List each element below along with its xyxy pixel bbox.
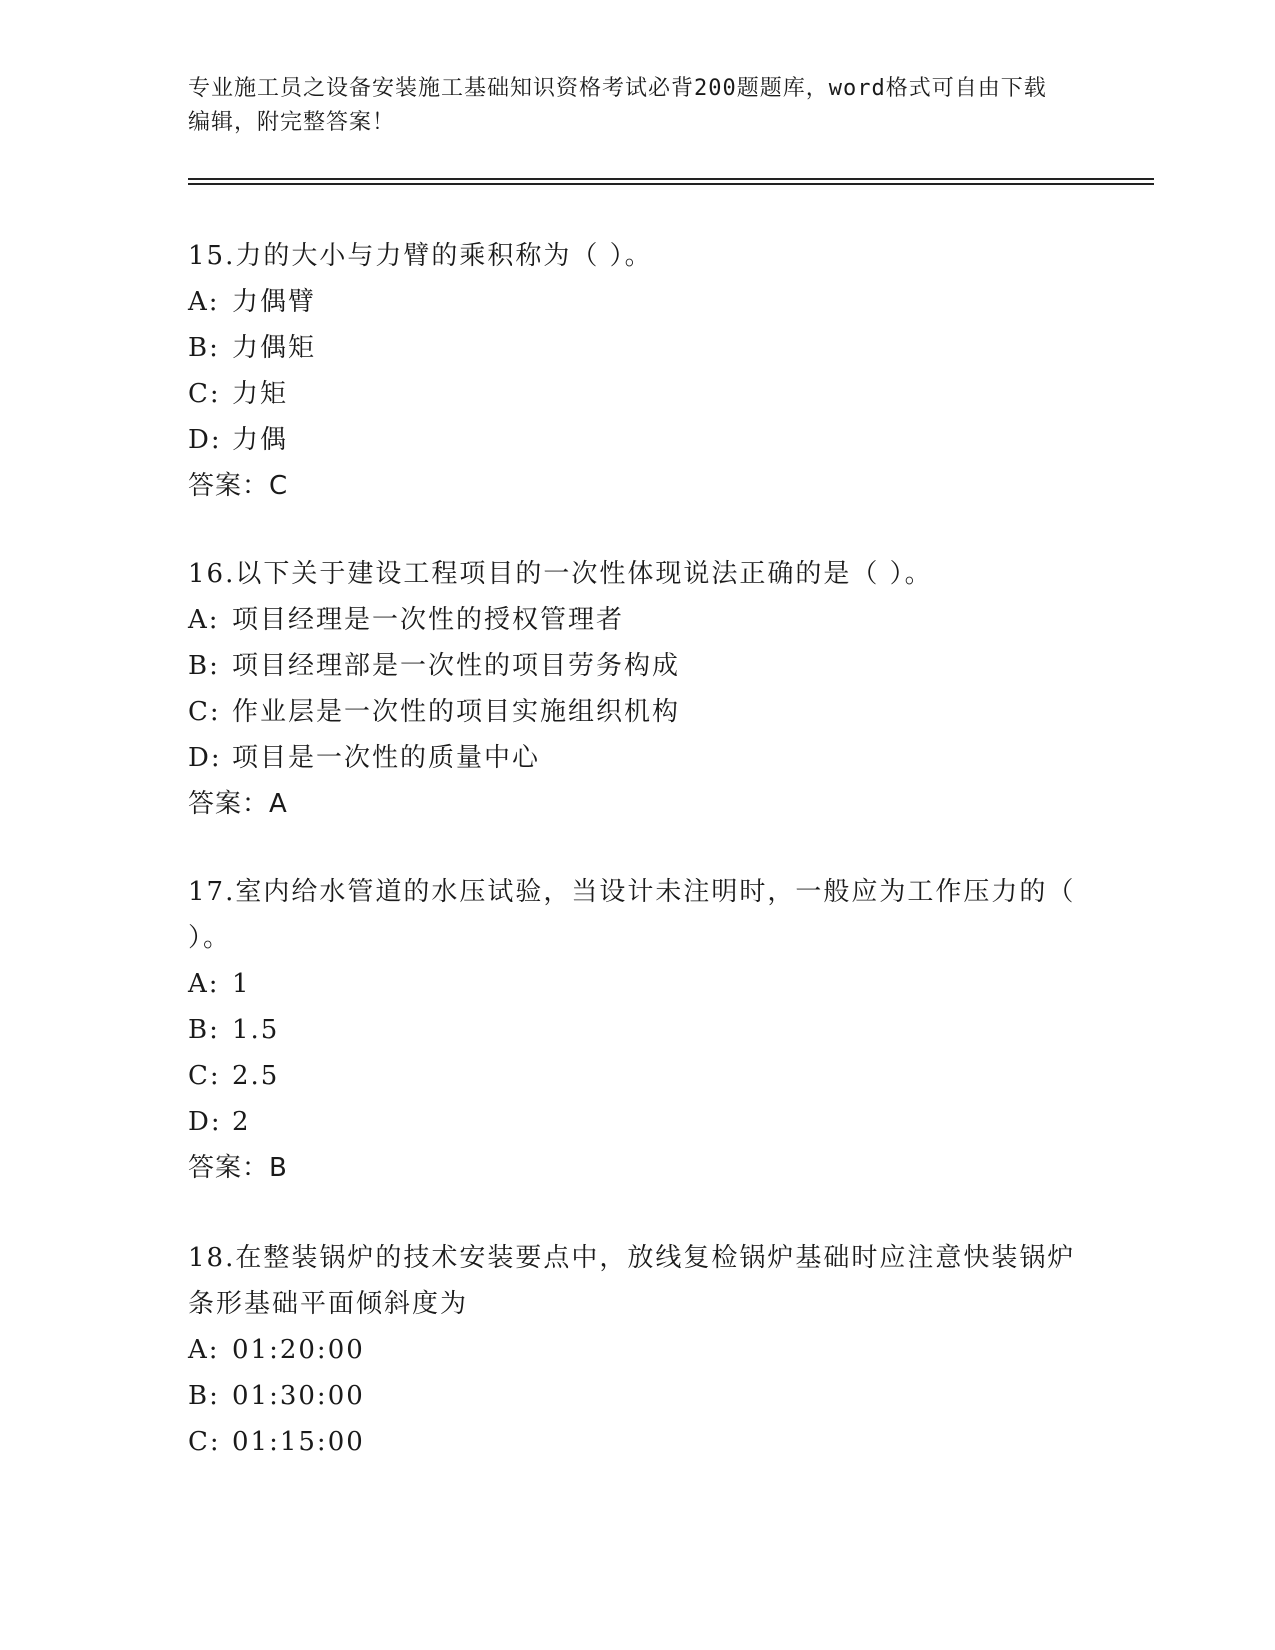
option-text: 01:15:00	[232, 1427, 365, 1457]
option-text: 1	[232, 969, 251, 999]
option-a	[188, 597, 1088, 643]
answer-line: 答案：B	[188, 1153, 288, 1183]
option-letter: A:	[188, 605, 220, 635]
option-d	[188, 735, 1088, 781]
option-letter: B:	[188, 1381, 220, 1411]
option-text: 1.5	[232, 1015, 280, 1045]
option-letter: A:	[188, 287, 220, 317]
option-letter: B:	[188, 651, 220, 681]
header-divider-top	[188, 178, 1154, 180]
option-text: 力偶臂	[232, 287, 317, 317]
option-text: 2	[232, 1107, 251, 1137]
option-b	[188, 325, 1088, 371]
option-text: 01:30:00	[232, 1381, 365, 1411]
question-16	[188, 551, 1088, 827]
option-letter: B:	[188, 333, 220, 363]
option-c	[188, 371, 1088, 417]
option-letter: A:	[188, 1335, 220, 1365]
option-c	[188, 1053, 1088, 1099]
option-text: 作业层是一次性的项目实施组织机构	[232, 697, 681, 727]
option-a	[188, 961, 1088, 1007]
option-b	[188, 1007, 1088, 1053]
option-letter: C:	[188, 379, 221, 409]
option-c	[188, 1419, 1088, 1465]
question-18	[188, 1235, 1088, 1465]
document-header: 专业施工员之设备安装施工基础知识资格考试必背200题题库，word格式可自由下载编辑，附完整答案！	[188, 76, 1047, 135]
option-letter: D:	[188, 1107, 222, 1137]
option-c	[188, 689, 1088, 735]
question-stem: 17.室内给水管道的水压试验，当设计未注明时，一般应为工作压力的（ ）。	[188, 877, 1076, 953]
option-letter: D:	[188, 743, 222, 773]
option-letter: B:	[188, 1015, 220, 1045]
answer-line: 答案：A	[188, 789, 288, 819]
option-text: 项目经理部是一次性的项目劳务构成	[232, 651, 681, 681]
question-stem: 18.在整装锅炉的技术安装要点中，放线复检锅炉基础时应注意快装锅炉条形基础平面倾斜度为	[188, 1243, 1076, 1319]
option-d	[188, 1099, 1088, 1145]
option-text: 项目是一次性的质量中心	[232, 743, 541, 773]
option-d	[188, 417, 1088, 463]
option-letter: D:	[188, 425, 222, 455]
option-text: 力偶矩	[232, 333, 317, 363]
option-text: 力矩	[232, 379, 289, 409]
answer-line: 答案：C	[188, 471, 289, 501]
option-b	[188, 643, 1088, 689]
option-a	[188, 279, 1088, 325]
option-text: 力偶	[232, 425, 289, 455]
question-stem: 16.以下关于建设工程项目的一次性体现说法正确的是（ ）。	[188, 559, 933, 589]
header-divider-bottom	[188, 183, 1154, 185]
question-stem: 15.力的大小与力臂的乘积称为（ ）。	[188, 241, 653, 271]
option-letter: C:	[188, 1061, 221, 1091]
question-17	[188, 869, 1088, 1191]
option-text: 01:20:00	[232, 1335, 365, 1365]
question-15	[188, 233, 1088, 509]
option-letter: C:	[188, 1427, 221, 1457]
option-letter: A:	[188, 969, 220, 999]
option-a	[188, 1327, 1088, 1373]
option-b	[188, 1373, 1088, 1419]
option-letter: C:	[188, 697, 221, 727]
option-text: 2.5	[232, 1061, 280, 1091]
option-text: 项目经理是一次性的授权管理者	[232, 605, 625, 635]
